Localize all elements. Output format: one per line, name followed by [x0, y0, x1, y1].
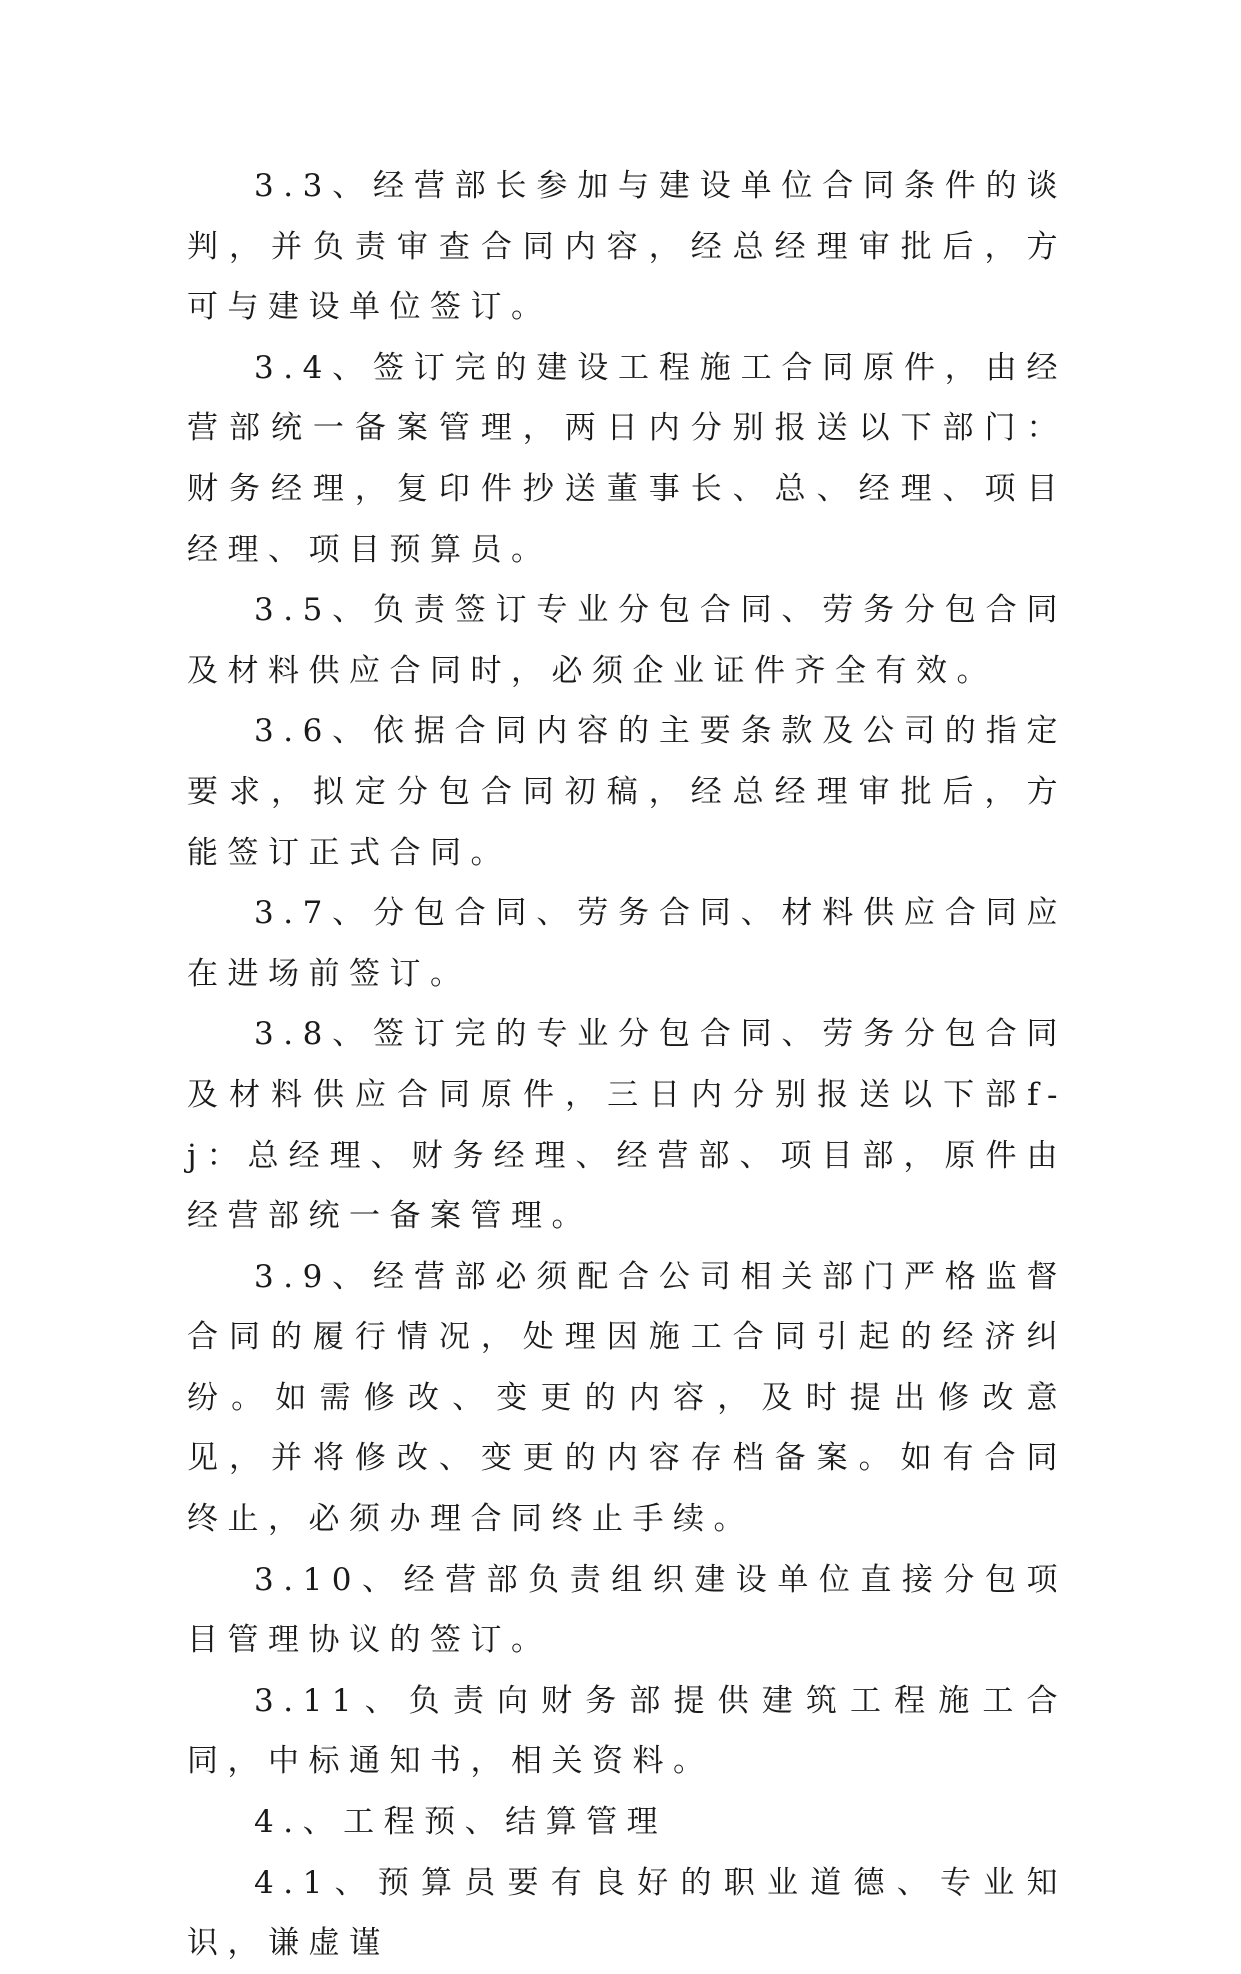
- paragraph-3-4: 3.4、签订完的建设工程施工合同原件，由经营部统一备案管理，两日内分别报送以下部门：财务经理，复印件抄送董事长、总、经理、项目经理、项目预算员。: [187, 349, 1067, 568]
- paragraph-3-5: 3.5、负责签订专业分包合同、劳务分包合同及材料供应合同时，必须企业证件齐全有效。: [187, 592, 1067, 689]
- paragraph-3-9: 3.9、经营部必须配合公司相关部门严格监督合同的履行情况，处理因施工合同引起的经济纠纷。如需修改、变更的内容，及时提出修改意见，并将修改、变更的内容存档备案。如有合同终止，必须办理合同终止手续。: [187, 1258, 1067, 1538]
- paragraph-3-6: 3.6、依据合同内容的主要条款及公司的指定要求，拟定分包合同初稿，经总经理审批后，方能签订正式合同。: [187, 713, 1067, 871]
- section-heading-4: 4.、工程预、结算管理: [254, 1804, 668, 1841]
- paragraph-3-11: 3.11、负责向财务部提供建筑工程施工合同，中标通知书，相关资料。: [187, 1682, 1067, 1780]
- document-body: [187, 156, 1067, 1974]
- paragraph-3-8: 3.8、签订完的专业分包合同、劳务分包合同及材料供应合同原件，三日内分别报送以下部f-j：总经理、财务经理、经营部、项目部，原件由经营部统一备案管理。: [187, 1016, 1067, 1235]
- paragraph-3-10: 3.10、经营部负责组织建设单位直接分包项目管理协议的签订。: [187, 1561, 1067, 1659]
- paragraph-3-7: 3.7、分包合同、劳务合同、材料供应合同应在进场前签订。: [187, 895, 1067, 992]
- paragraph-4-1: 4.1、预算员要有良好的职业道德、专业知识，谦虚谨: [187, 1864, 1067, 1962]
- paragraph-3-3: 3.3、经营部长参加与建设单位合同条件的谈判，并负责审查合同内容，经总经理审批后，方可与建设单位签订。: [187, 168, 1067, 326]
